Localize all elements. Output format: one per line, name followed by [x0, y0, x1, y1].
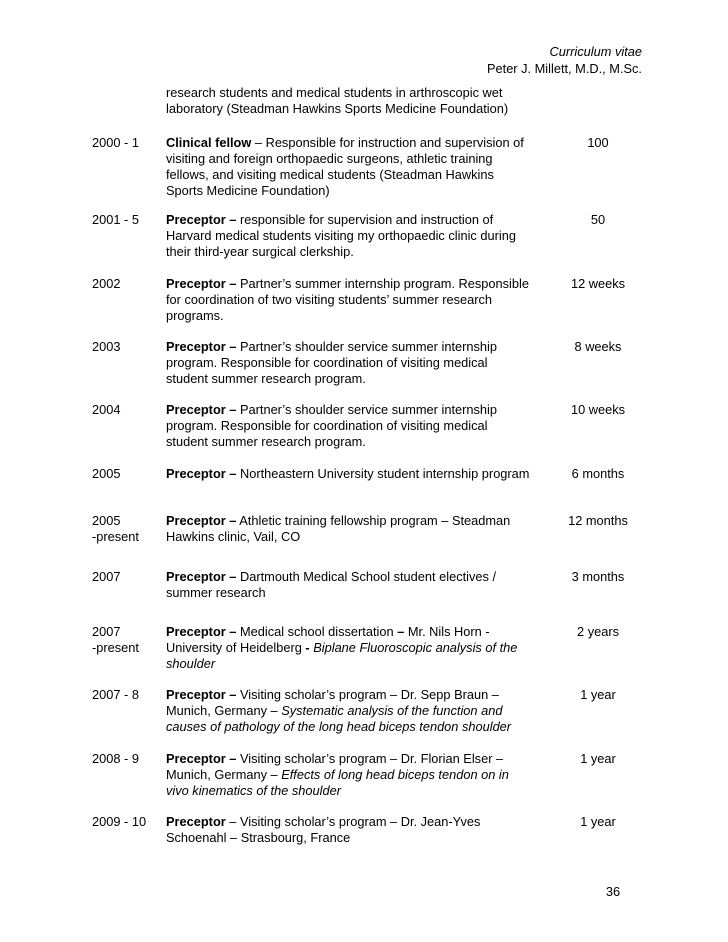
- entry-date: 2002: [92, 276, 121, 291]
- entry-amount: 8 weeks: [574, 339, 622, 354]
- entry-amount: 100: [587, 135, 609, 150]
- entry-amount: 50: [590, 212, 606, 227]
- entry-amount: 3 months: [571, 569, 625, 584]
- entry-amount: 1 year: [580, 814, 616, 829]
- entry-description: [166, 466, 530, 482]
- entry-amount: 6 months: [571, 466, 625, 481]
- entry-project-title: Effects of long head biceps tendon on in vivo kinematics of the shoulder: [166, 767, 509, 798]
- entry-description: [166, 687, 530, 735]
- page-header: [487, 43, 642, 77]
- entry-text: Medical school dissertation: [236, 624, 398, 639]
- entry-project-title: Biplane Fluoroscopic analysis of the shoulder: [166, 640, 518, 671]
- entry-date: 2007 - 8: [92, 687, 139, 702]
- entry-date: 2000 - 1: [92, 135, 139, 150]
- entry-amount: 12 weeks: [570, 276, 626, 291]
- entry-amount: 2 years: [577, 624, 619, 639]
- entry-date-end: -present: [92, 529, 139, 544]
- entry-description: [166, 814, 530, 846]
- entry-role: Preceptor –: [166, 569, 237, 584]
- entry-date: [92, 513, 162, 545]
- entry-description: [166, 276, 530, 324]
- document-title: Curriculum vitae: [549, 44, 642, 59]
- entry-description: [166, 402, 530, 450]
- entry-description: [166, 569, 530, 601]
- entry-role: Clinical fellow: [166, 135, 252, 150]
- entry-date: 2003: [92, 339, 121, 354]
- entry-role: Preceptor –: [166, 402, 237, 417]
- entry-description: [166, 212, 530, 260]
- entry-date-end: -present: [92, 640, 139, 655]
- entry-date-start: 2007: [92, 624, 121, 639]
- entry-text: Dartmouth Medical School student electives / summer research: [166, 569, 497, 600]
- page-number: 36: [605, 884, 621, 899]
- entry-role: Preceptor –: [166, 687, 237, 702]
- entry-role: Preceptor –: [166, 276, 237, 291]
- entry-date: 2001 - 5: [92, 212, 139, 227]
- entry-date-start: 2005: [92, 513, 121, 528]
- entry-text: Northeastern University student internship program: [236, 466, 530, 481]
- entry-text: – Responsible for instruction and supervision of visiting and foreign orthopaedic surgeons, athletic training fellows, and visiting medical students (Steadman Hawkins Sports Medicine Foundation): [166, 135, 524, 198]
- entry-dash: -: [305, 640, 310, 655]
- entry-role: Preceptor –: [166, 466, 237, 481]
- author-name: Peter J. Millett, M.D., M.Sc.: [486, 61, 642, 76]
- entry-description: [166, 339, 530, 387]
- entry-text: responsible for supervision and instruction of Harvard medical students visiting my orthopaedic clinic during their third-year surgical clerkship.: [166, 212, 516, 259]
- entry-date: 2007: [92, 569, 121, 584]
- entry-amount: 1 year: [580, 751, 616, 766]
- entry-text: Athletic training fellowship program – Steadman Hawkins clinic, Vail, CO: [166, 513, 511, 544]
- entry-text: Partner’s shoulder service summer internship program. Responsible for coordination of visiting medical student summer research program.: [166, 339, 497, 386]
- entry-dash: –: [397, 624, 405, 639]
- entry-description: [166, 135, 530, 199]
- entry-description: [166, 624, 530, 672]
- entry-project-title: Systematic analysis of the function and causes of pathology of the long head biceps tendon shoulder: [166, 703, 512, 734]
- entry-text: Visiting scholar’s program – Dr. Sepp Braun – Munich, Germany –: [166, 687, 499, 718]
- entry-date: [92, 624, 162, 656]
- entry-amount: 12 months: [568, 513, 628, 528]
- continuation-text: research students and medical students in arthroscopic wet laboratory (Steadman Hawkins Sports Medicine Foundation): [166, 85, 509, 116]
- entry-role: Preceptor –: [166, 212, 237, 227]
- entry-date: 2004: [92, 402, 121, 417]
- entry-amount: 10 weeks: [570, 402, 626, 417]
- entry-role: Preceptor –: [166, 751, 237, 766]
- entry-role: Preceptor –: [166, 339, 237, 354]
- entry-date: 2009 - 10: [92, 814, 147, 829]
- entry-text: Partner’s shoulder service summer internship program. Responsible for coordination of visiting medical student summer research program.: [166, 402, 497, 449]
- entry-role: Preceptor: [166, 814, 226, 829]
- entry-description: [166, 751, 530, 799]
- entry-description: [166, 513, 530, 545]
- entry-date: 2005: [92, 466, 121, 481]
- entry-date: 2008 - 9: [92, 751, 139, 766]
- entry-text-continued: Mr. Nils Horn - University of Heidelberg: [166, 624, 490, 655]
- entry-amount: 1 year: [580, 687, 616, 702]
- entry-role: Preceptor –: [166, 624, 237, 639]
- entry-text: Visiting scholar’s program – Dr. Florian Elser – Munich, Germany –: [166, 751, 504, 782]
- entry-text: Partner’s summer internship program. Responsible for coordination of two visiting students’ summer research programs.: [166, 276, 529, 323]
- entry-text: – Visiting scholar’s program – Dr. Jean-Yves Schoenahl – Strasbourg, France: [166, 814, 481, 845]
- entry-role: Preceptor –: [166, 513, 237, 528]
